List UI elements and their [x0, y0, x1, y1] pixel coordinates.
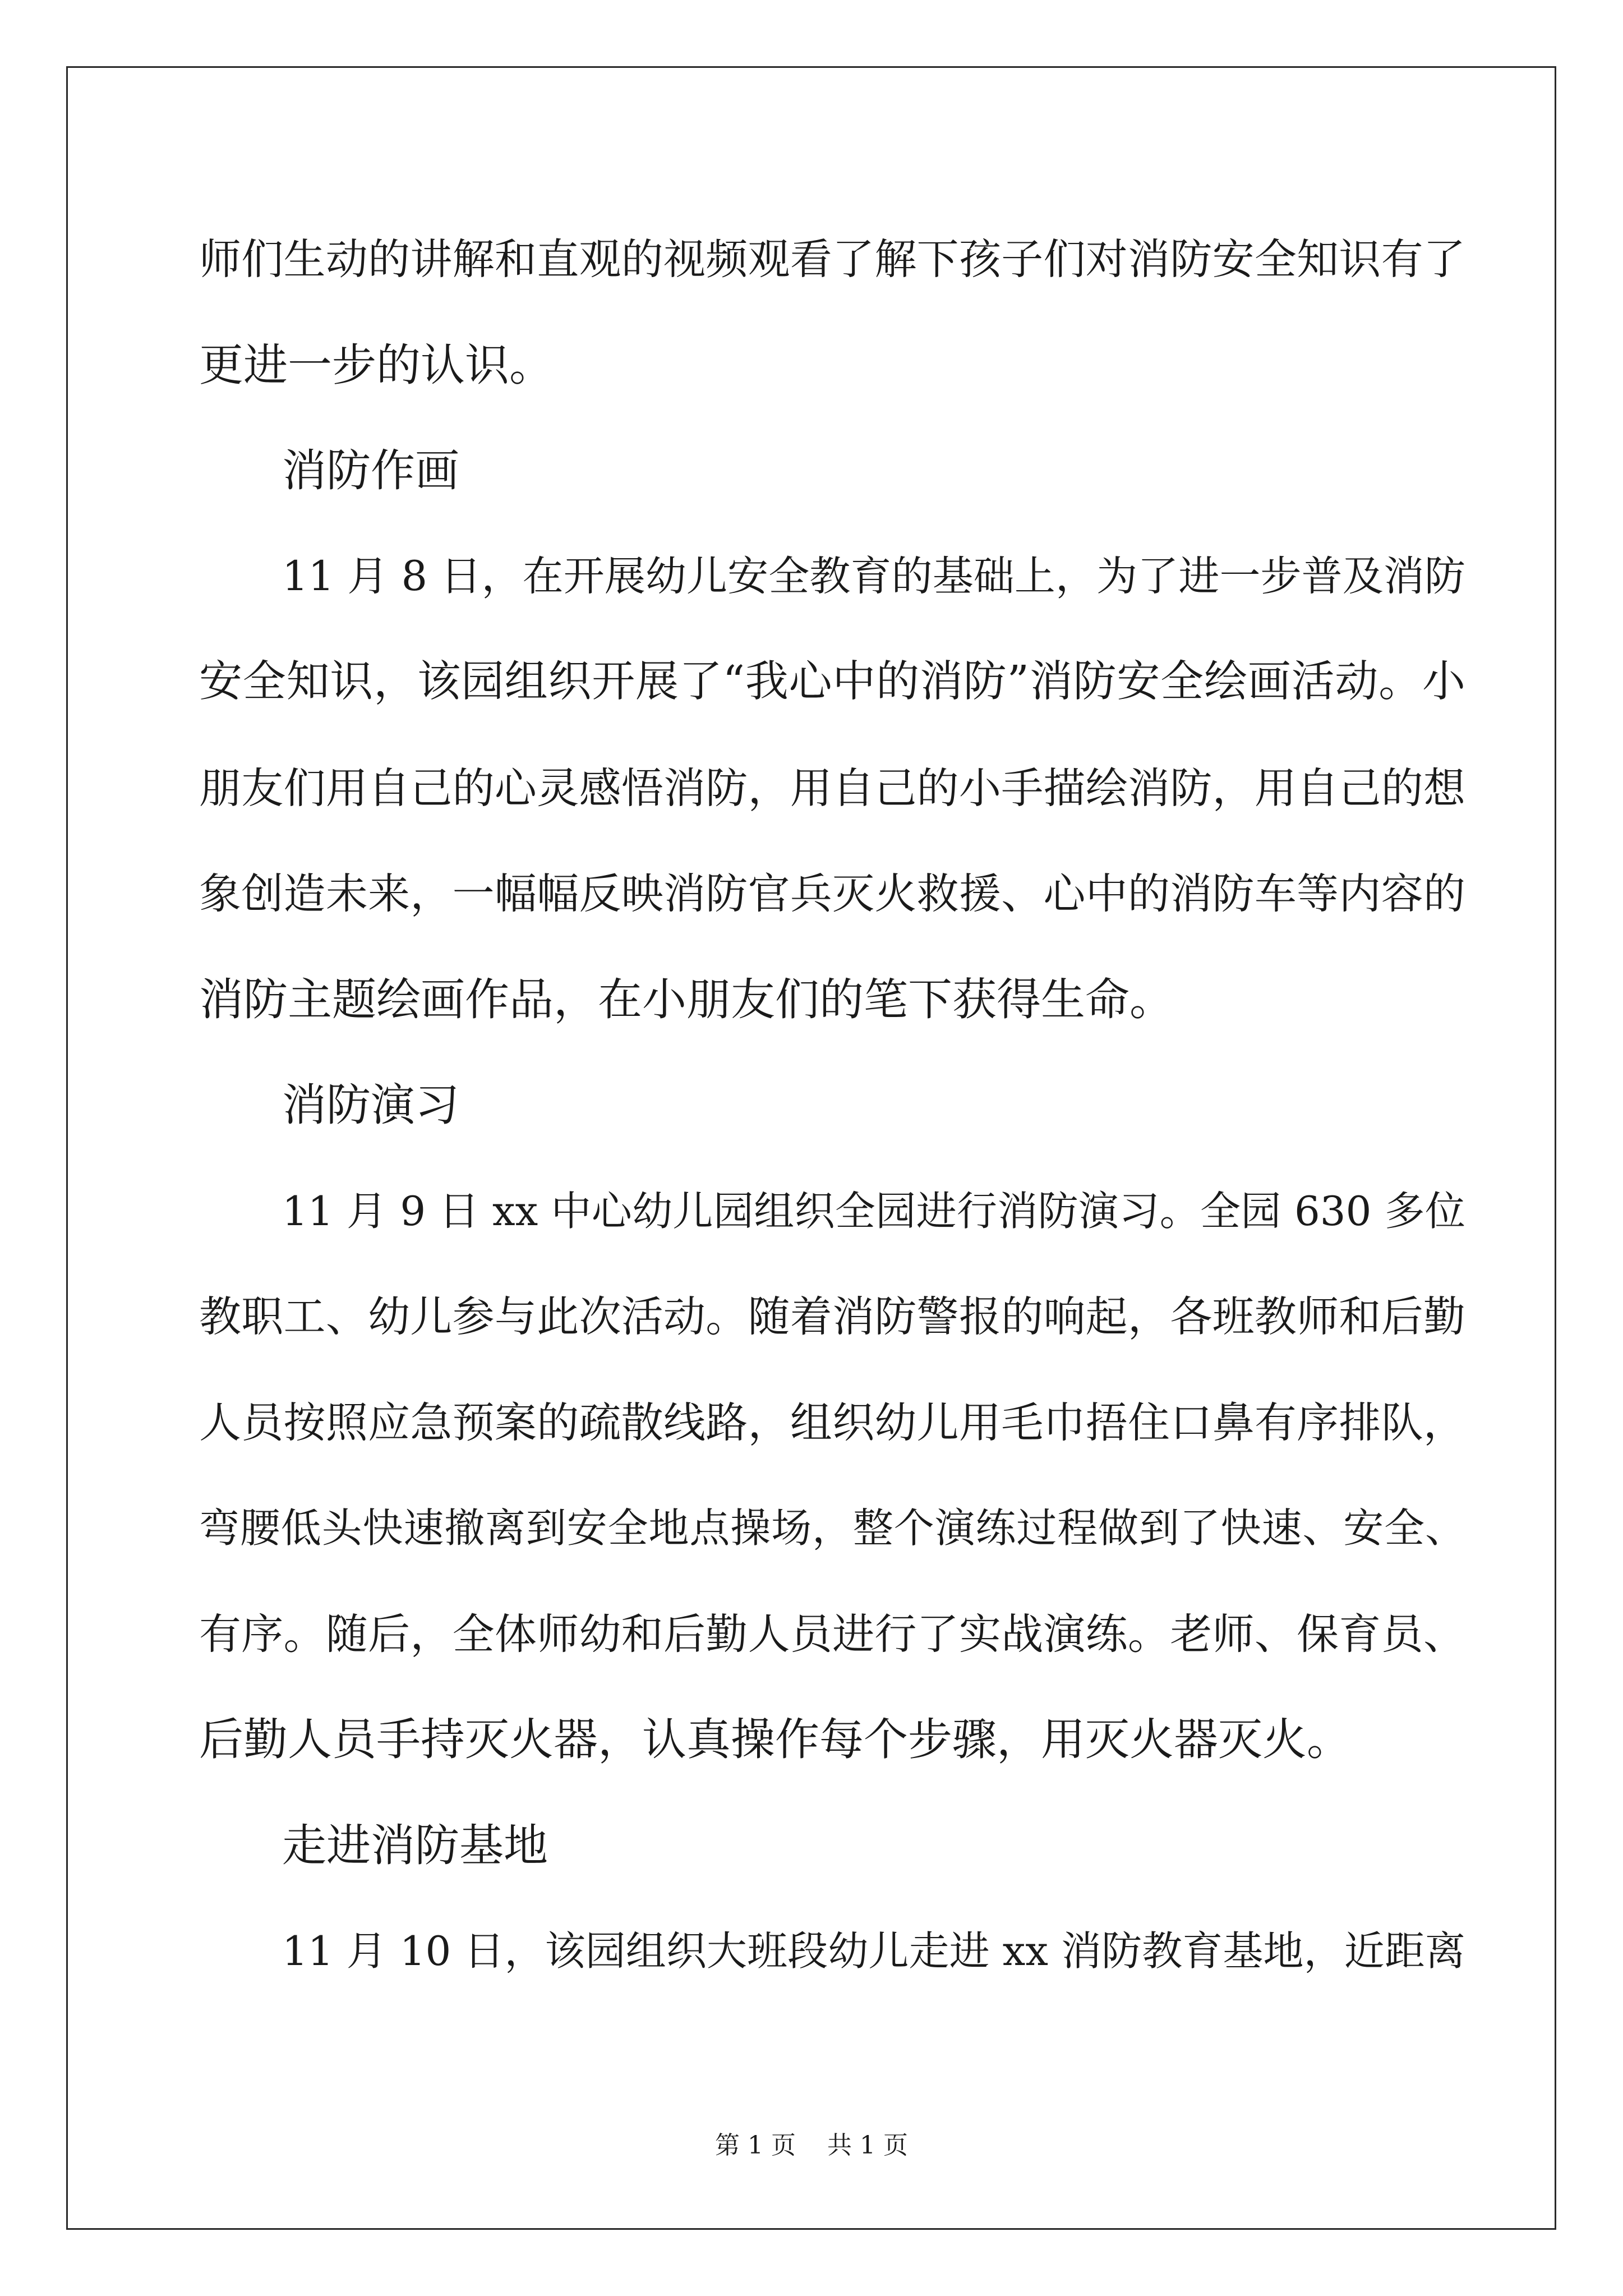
text-line: 11 月 9 日 xx 中心幼儿园组织全园进行消防演习。全园 630 多位 — [282, 1187, 1465, 1235]
text-line: 安全知识，该园组织开展了“我心中的消防”消防安全绘画活动。小 — [199, 657, 1465, 707]
text-line: 11 月 10 日，该园组织大班段幼儿走进 xx 消防教育基地，近距离 — [282, 1927, 1465, 1975]
text-line: 走进消防基地 — [282, 1819, 548, 1871]
text-line: 后勤人员手持灭火器，认真操作每个步骤，用灭火器灭火。 — [199, 1714, 1351, 1765]
text-line: 朋友们用自己的心灵感悟消防，用自己的小手描绘消防，用自己的想 — [199, 763, 1465, 813]
text-line: 消防作画 — [282, 445, 459, 496]
text-line: 师们生动的讲解和直观的视频观看了解下孩子们对消防安全知识有了 — [199, 234, 1465, 284]
document-body — [199, 206, 1465, 2004]
text-line: 教职工、幼儿参与此次活动。随着消防警报的响起，各班教师和后勤 — [199, 1292, 1465, 1341]
text-line: 11 月 8 日，在开展幼儿安全教育的基础上，为了进一步普及消防 — [282, 552, 1465, 600]
page-number: 第 1 页 — [715, 2131, 796, 2160]
text-line: 象创造未来，一幅幅反映消防官兵灭火救援、心中的消防车等内容的 — [199, 869, 1465, 918]
text-line: 弯腰低头快速撤离到安全地点操场，整个演练过程做到了快速、安全、 — [199, 1504, 1465, 1552]
text-line: 有序。随后，全体师幼和后勤人员进行了实战演练。老师、保育员、 — [199, 1609, 1465, 1659]
page-footer — [0, 2125, 1623, 2161]
text-line: 人员按照应急预案的疏散线路，组织幼儿用毛巾捂住口鼻有序排队， — [199, 1397, 1465, 1447]
text-line: 消防主题绘画作品，在小朋友们的笔下获得生命。 — [199, 973, 1174, 1025]
page-total: 共 1 页 — [827, 2131, 908, 2160]
text-line: 消防演习 — [282, 1079, 459, 1131]
text-line: 更进一步的认识。 — [199, 339, 554, 391]
